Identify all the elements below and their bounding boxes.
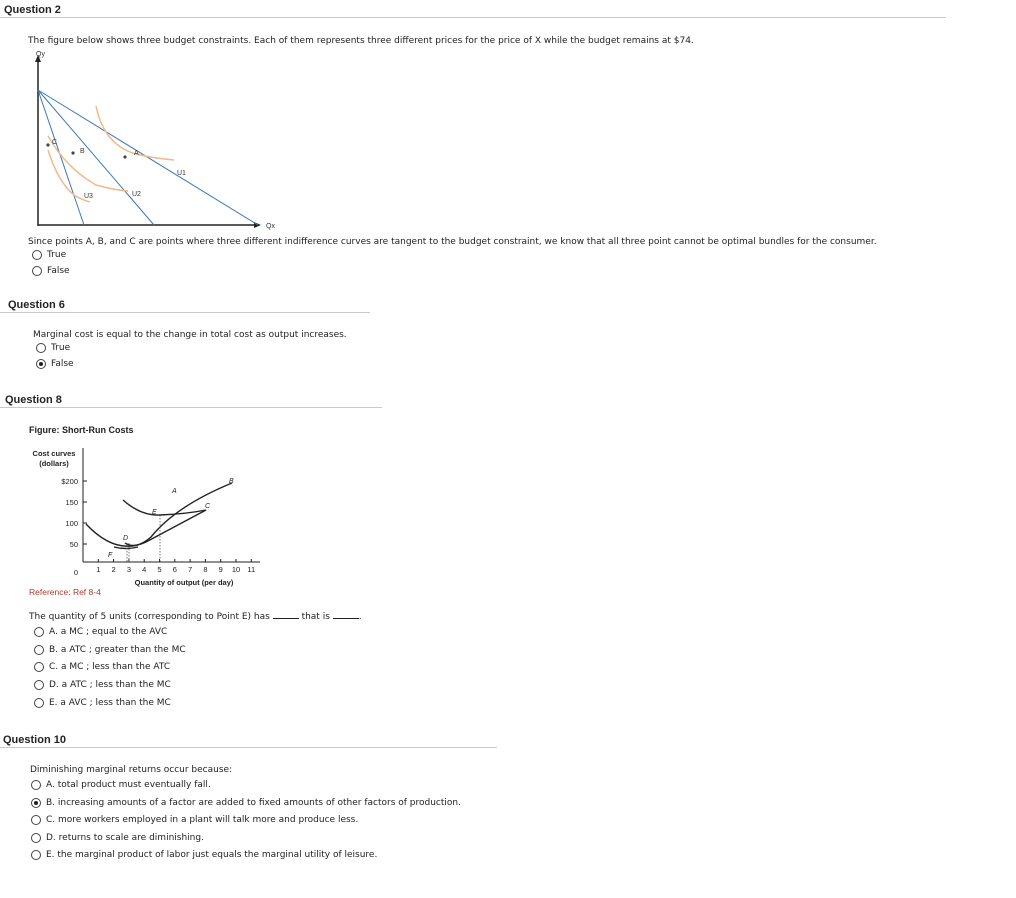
- x-tick-label: 3: [126, 565, 131, 574]
- point-b-label: B: [80, 148, 85, 155]
- y-tick-50: [70, 540, 87, 549]
- option-label: True: [47, 250, 67, 260]
- x-ticks: [96, 559, 255, 574]
- y-tick-label: 150: [65, 498, 78, 507]
- blank-2: [333, 618, 359, 619]
- y-tick-label: 100: [65, 519, 78, 528]
- q6-option-false[interactable]: [36, 359, 74, 369]
- y-tick-label: $200: [61, 477, 78, 486]
- radio-button[interactable]: [34, 698, 44, 708]
- radio-button[interactable]: [31, 833, 41, 843]
- point-label-f: F: [108, 552, 113, 559]
- point-label-e: E: [152, 509, 157, 516]
- q8-option-e[interactable]: [34, 698, 171, 708]
- radio-button[interactable]: [34, 627, 44, 637]
- y-axis-label: Qy: [36, 51, 45, 58]
- x-tick-label: 1: [96, 565, 101, 574]
- option-label: C. a MC ; less than the ATC: [49, 662, 171, 672]
- prompt-part-2: that is: [301, 612, 330, 622]
- question-6-title: Question 6: [8, 299, 65, 311]
- prompt-part-3: .: [358, 612, 362, 622]
- q10-option-d[interactable]: [31, 833, 204, 843]
- y-axis-title-line-1: Cost curves: [32, 449, 76, 458]
- question-8-divider: [0, 407, 382, 408]
- x-tick-label: 9: [218, 565, 223, 574]
- question-6-divider: [0, 312, 370, 313]
- x-tick-label: 6: [172, 565, 177, 574]
- q8-option-c[interactable]: [34, 662, 170, 672]
- curve-u3-label: U3: [84, 193, 93, 200]
- blank-1: [273, 618, 299, 619]
- question-2-title: Question 2: [4, 4, 61, 16]
- x-tick-label: 8: [203, 565, 208, 574]
- q10-option-b[interactable]: [31, 798, 461, 808]
- option-label: E. a AVC ; less than the MC: [49, 698, 171, 708]
- radio-button[interactable]: [34, 645, 44, 655]
- question-8-title: Question 8: [5, 394, 62, 406]
- radio-button[interactable]: [31, 815, 41, 825]
- option-label: B. increasing amounts of a factor are added to fixed amounts of other factors of production.: [46, 798, 461, 808]
- budget-line-b: [38, 90, 154, 225]
- prompt-part-1: The quantity of 5 units (corresponding to Point E) has: [29, 612, 270, 622]
- radio-button[interactable]: [32, 266, 42, 276]
- point-label-b: B: [229, 478, 234, 485]
- figure-title: Figure: Short-Run Costs: [29, 425, 134, 435]
- curve-u1-label: U1: [177, 170, 186, 177]
- radio-button[interactable]: [34, 680, 44, 690]
- option-label: True: [51, 343, 71, 353]
- option-label: False: [47, 266, 70, 276]
- short-run-costs-chart: [26, 446, 270, 592]
- budget-line-c: [38, 90, 84, 225]
- option-label: A. a MC ; equal to the AVC: [49, 627, 168, 637]
- y-tick-label-zero: 0: [73, 568, 78, 577]
- x-tick-label: 5: [157, 565, 162, 574]
- question-10-prompt: Diminishing marginal returns occur because:: [30, 765, 233, 775]
- q6-option-true[interactable]: [36, 343, 70, 353]
- x-axis-title: Quantity of output (per day): [134, 578, 234, 587]
- q10-option-c[interactable]: [31, 815, 358, 825]
- option-label: D. a ATC ; less than the MC: [49, 680, 171, 690]
- y-tick-150: [65, 498, 87, 507]
- q10-option-a[interactable]: [31, 780, 211, 790]
- radio-button-selected[interactable]: [36, 359, 46, 369]
- option-label: D. returns to scale are diminishing.: [46, 833, 204, 843]
- q8-option-a[interactable]: [34, 627, 167, 637]
- option-label: B. a ATC ; greater than the MC: [49, 645, 186, 655]
- reference-label: Reference: Ref 8-4: [29, 587, 101, 597]
- radio-button[interactable]: [31, 850, 41, 860]
- y-tick-100: [65, 519, 87, 528]
- x-tick-label: 4: [142, 565, 147, 574]
- q8-option-d[interactable]: [34, 680, 171, 690]
- q2-option-true[interactable]: [32, 250, 66, 260]
- question-8-prompt: [29, 612, 362, 622]
- q10-option-e[interactable]: [31, 850, 377, 860]
- x-tick-label: 10: [231, 565, 241, 574]
- point-a-label: A: [134, 150, 139, 157]
- question-2-divider: [0, 17, 946, 18]
- radio-button[interactable]: [34, 662, 44, 672]
- point-c-label: C: [52, 139, 58, 146]
- question-10-divider: [0, 747, 497, 748]
- question-2-statement: Since points A, B, and C are points where three different indifference curves are tangent to the budget constraint, we know that all three point cannot be optimal bundles for the consumer.: [28, 237, 877, 247]
- budget-constraint-figure: [24, 50, 284, 236]
- x-tick-label: 2: [111, 565, 116, 574]
- question-2-prompt: The figure below shows three budget constraints. Each of them represents three different prices for the price of X while the budget remains at $74.: [28, 36, 694, 46]
- radio-button-selected[interactable]: [31, 798, 41, 808]
- q8-option-b[interactable]: [34, 645, 186, 655]
- y-tick-label: 50: [69, 540, 78, 549]
- point-label-a: A: [172, 488, 177, 495]
- radio-button[interactable]: [31, 780, 41, 790]
- point-label-c: C: [205, 503, 211, 510]
- x-tick-label: 11: [247, 565, 256, 574]
- point-a-marker: [123, 155, 126, 158]
- avc-mc-low-curve: [114, 547, 138, 549]
- x-tick-label: 7: [188, 565, 193, 574]
- option-label: E. the marginal product of labor just equals the marginal utility of leisure.: [46, 850, 378, 860]
- question-10-title: Question 10: [3, 734, 66, 746]
- option-label: C. more workers employed in a plant will talk more and produce less.: [46, 815, 359, 825]
- radio-button[interactable]: [36, 343, 46, 353]
- point-label-d: D: [123, 535, 129, 542]
- option-label: A. total product must eventually fall.: [46, 780, 211, 790]
- option-label: False: [51, 359, 74, 369]
- question-6-prompt: Marginal cost is equal to the change in total cost as output increases.: [33, 330, 347, 340]
- x-axis-label: Qx: [266, 223, 275, 230]
- point-c-marker: [46, 143, 49, 146]
- y-axis-title-line-2: (dollars): [39, 459, 69, 468]
- point-b-marker: [71, 151, 74, 154]
- curve-u2-label: U2: [132, 191, 141, 198]
- budget-line-a: [38, 90, 258, 225]
- q2-option-false[interactable]: [32, 266, 70, 276]
- radio-button[interactable]: [32, 250, 42, 260]
